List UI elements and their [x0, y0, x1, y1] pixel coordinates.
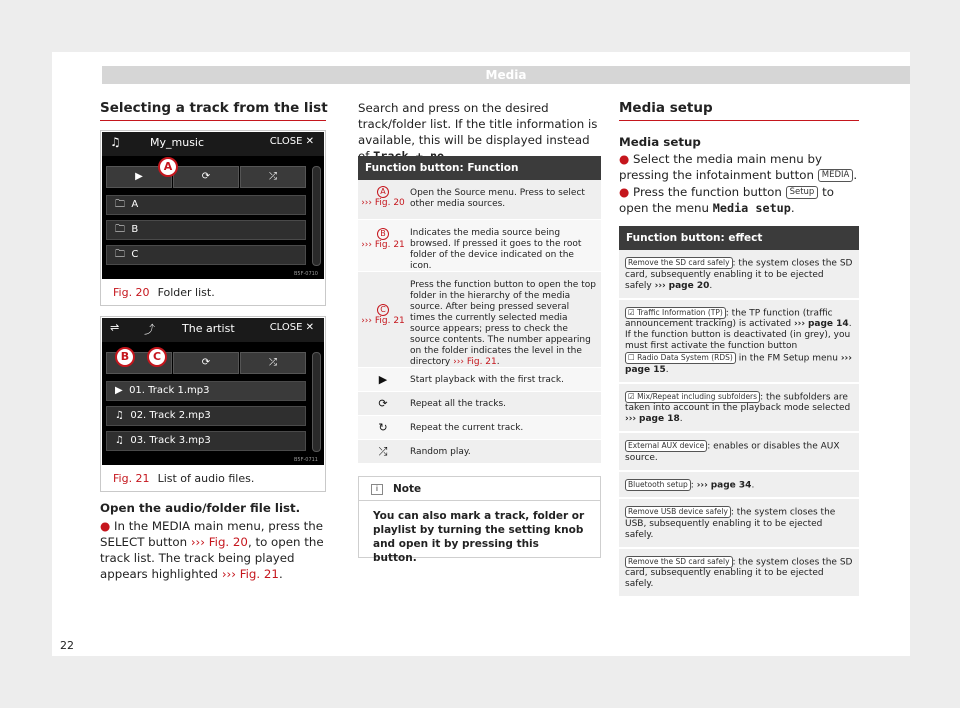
track-row[interactable]: ▶ 01. Track 1.mp3: [106, 381, 306, 401]
chapter-header: Media: [102, 66, 910, 84]
open-list-heading: Open the audio/folder file list.: [100, 501, 301, 515]
figure-number: Fig. 20: [113, 286, 150, 299]
shuffle-button[interactable]: ⤮: [240, 166, 306, 188]
shuffle-button[interactable]: ⤮: [240, 352, 306, 374]
folder-list-screen: [102, 132, 324, 279]
figure-caption: Fig. 21 List of audio files.: [113, 472, 255, 485]
table-row: ▶ Start playback with the first track.: [358, 368, 601, 392]
music-note-icon: ♫: [115, 410, 124, 421]
folder-icon: 🗀: [115, 199, 125, 210]
repeat-one-icon: ↻: [378, 421, 388, 434]
play-icon: ▶: [378, 373, 388, 386]
close-button[interactable]: CLOSE ✕: [269, 322, 314, 333]
folder-row[interactable]: 🗀 B: [106, 220, 306, 240]
table-row: ☑ Traffic Information (TP) : the TP function (traffic announcement tracking) is activated ››› page 14. If the function button is deactivated (in grey), you must first activate the function button ☐ Radio Data System (RDS) in the FM Setup menu ››› page 15.: [619, 300, 859, 384]
bullet-icon: ●: [619, 185, 630, 199]
remove-sd-key[interactable]: Remove the SD card safely: [625, 257, 733, 269]
table-row: ⤮ Random play.: [358, 440, 601, 464]
table-row: Remove the SD card safely : the system closes the SD card, subsequently enabling it to be ejected safely ››› page 20.: [619, 250, 859, 300]
track-row[interactable]: ♫ 03. Track 3.mp3: [106, 431, 306, 451]
search-instruction: Search and press on the desired track/folder list. If the title information is available, this will be displayed instead: [358, 101, 598, 147]
media-setup-bullet-1: ● Select the media main menu by pressing the infotainment button MEDIA .: [619, 152, 858, 182]
track-row[interactable]: ♫ 02. Track 2.mp3: [106, 406, 306, 426]
letter-c-marker: C: [377, 304, 389, 316]
section-title-track-list: Selecting a track from the list: [100, 100, 328, 116]
table-row: B ››› Fig. 21 Indicates the media source being browsed. If pressed it goes to the root folder of the device indicated on the icon.: [358, 220, 601, 272]
folder-up-icon[interactable]: ⤴: [144, 323, 155, 336]
table-header: Function button: effect: [619, 226, 859, 250]
screen-title: My_music: [150, 136, 205, 149]
repeat-button[interactable]: ⟳: [173, 352, 239, 374]
repeat-button[interactable]: ⟳: [173, 166, 239, 188]
repeat-all-icon: ⟳: [378, 397, 388, 410]
setup-effect-table: [619, 226, 859, 598]
figure-caption: Fig. 20 Folder list.: [113, 286, 215, 299]
fig-ref[interactable]: Fig. 20: [208, 535, 248, 549]
table-row: Remove USB device safely : the system closes the USB, subsequently enabling it to be ejected safely.: [619, 499, 859, 549]
figure-code: B5F-0710: [293, 271, 318, 277]
audio-list-screen: [102, 318, 324, 465]
fig-ref[interactable]: Fig. 21: [239, 567, 279, 581]
manual-page: [52, 52, 910, 656]
media-setup-bullet-2: ● Press the function button Setup to open the menu Media setup.: [619, 185, 834, 215]
info-icon: i: [371, 484, 383, 495]
rds-key[interactable]: ☐ Radio Data System (RDS): [625, 352, 736, 364]
playback-buttons: [106, 166, 306, 188]
bullet-icon: ●: [619, 152, 630, 166]
table-row: C ››› Fig. 21 Press the function button to open the top folder in the hierarchy of the media source. After being pressed several times the currently selected media source appears; press to check the source contents. The number appearing on the folder indicates the level in the directory ››› Fig. 21.: [358, 272, 601, 368]
remove-usb-key[interactable]: Remove USB device safely: [625, 506, 731, 518]
figure-21: [100, 316, 326, 492]
traffic-info-key[interactable]: ☑ Traffic Information (TP): [625, 307, 726, 319]
title-rule: [619, 120, 859, 121]
table-header: Function button: Function: [358, 156, 601, 180]
music-note-icon: ♫: [115, 435, 124, 446]
close-button[interactable]: CLOSE ✕: [269, 136, 314, 147]
folder-row[interactable]: 🗀 C: [106, 245, 306, 265]
setup-key[interactable]: Setup: [786, 186, 819, 199]
bluetooth-setup-key[interactable]: Bluetooth setup: [625, 479, 691, 491]
section-title-media-setup: Media setup: [619, 100, 713, 116]
play-icon: ▶: [115, 385, 123, 396]
table-row: External AUX device : enables or disables the AUX source.: [619, 433, 859, 472]
note-text: You can also mark a track, folder or playlist by turning the setting knob and open it by pressing this button.: [373, 510, 585, 564]
table-row: ↻ Repeat the current track.: [358, 416, 601, 440]
screen-top-bar: [102, 132, 324, 156]
scrollbar[interactable]: [312, 166, 321, 266]
page-number: 22: [60, 639, 74, 652]
music-note-icon: ♫: [110, 135, 121, 149]
folder-icon: 🗀: [115, 224, 125, 235]
figure-number: Fig. 21: [113, 472, 150, 485]
open-list-instruction: ● In the MEDIA main menu, press the SELECT button ››› Fig. 20, to open the track list. The track being played appears highlighted ››› Fig. 21.: [100, 519, 324, 581]
title-rule: [100, 120, 326, 121]
letter-a-marker: A: [377, 186, 389, 198]
note-box: [358, 476, 601, 564]
bullet-icon: ●: [100, 519, 111, 533]
callout-b: B: [115, 347, 135, 367]
note-header: i Note: [359, 477, 600, 501]
scrollbar[interactable]: [312, 352, 321, 452]
folder-row[interactable]: 🗀 A: [106, 195, 306, 215]
table-row: A ››› Fig. 20 Open the Source menu. Press to select other media sources.: [358, 180, 601, 220]
table-row: ⟳ Repeat all the tracks.: [358, 392, 601, 416]
table-row: Remove the SD card safely : the system closes the SD card, subsequently enabling it to be ejected safely.: [619, 549, 859, 599]
letter-b-marker: B: [377, 228, 389, 240]
screen-top-bar: [102, 318, 324, 342]
function-table: [358, 156, 601, 464]
figure-20: [100, 130, 326, 306]
play-button[interactable]: ▶: [106, 166, 172, 188]
aux-key[interactable]: External AUX device: [625, 440, 707, 452]
table-row: ☑ Mix/Repeat including subfolders : the subfolders are taken into account in the playback mode selected ››› page 18.: [619, 384, 859, 434]
playback-buttons: [106, 352, 306, 374]
media-setup-subtitle: Media setup: [619, 135, 701, 149]
callout-c: C: [147, 347, 167, 367]
table-row: Bluetooth setup : ››› page 34.: [619, 472, 859, 500]
shuffle-icon: ⤮: [378, 445, 388, 458]
figure-code: B5F-0711: [293, 457, 318, 463]
screen-title: The artist: [182, 322, 235, 335]
folder-icon: 🗀: [115, 249, 125, 260]
mix-repeat-key[interactable]: ☑ Mix/Repeat including subfolders: [625, 391, 760, 403]
callout-a: A: [158, 157, 178, 177]
source-icon[interactable]: ⇌: [110, 321, 120, 334]
remove-sd-key[interactable]: Remove the SD card safely: [625, 556, 733, 568]
media-key[interactable]: MEDIA: [818, 169, 854, 182]
